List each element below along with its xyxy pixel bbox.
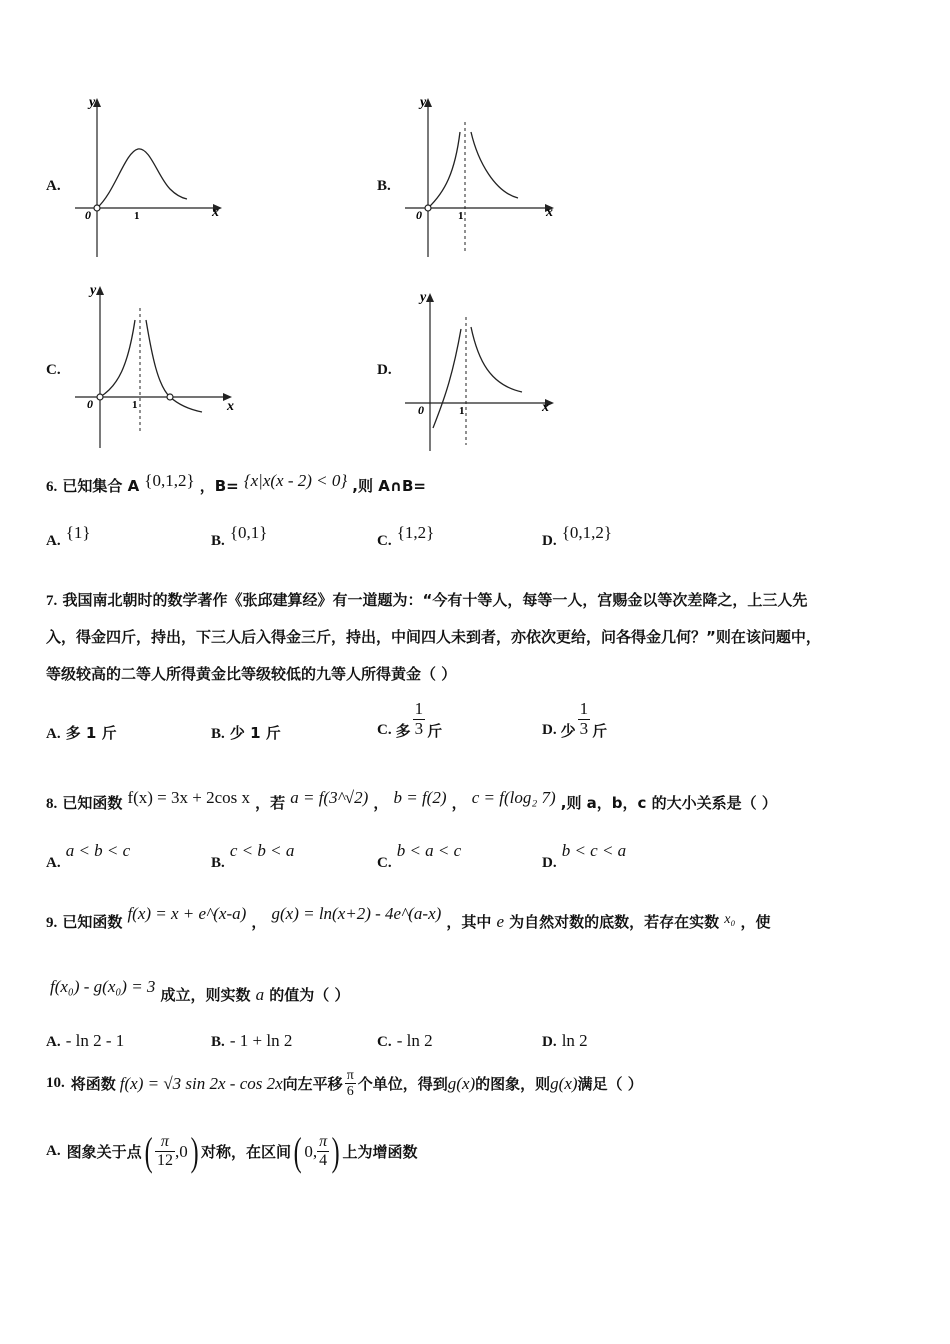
q9-g: g(x) = ln(x+2) - 4e^(a-x) xyxy=(271,904,442,923)
q5-graph-a xyxy=(70,92,230,262)
q7-line-2: 入，得金四斤，持出，下三人后入得金三斤，持出，中间四人未到者，亦依次更给，问各得金几何？”则在该问题中， xyxy=(46,628,821,646)
svg-text:x: x xyxy=(227,399,234,414)
x-label: x xyxy=(212,205,219,220)
q10-function: f(x) = √3 sin 2x - cos 2x xyxy=(119,1073,283,1093)
svg-text:0: 0 xyxy=(416,208,422,222)
q6-number: 6. xyxy=(46,479,58,495)
y-label: y xyxy=(89,95,96,110)
q5-graph-c xyxy=(70,276,240,451)
svg-text:1: 1 xyxy=(458,210,464,222)
svg-text:x: x xyxy=(542,400,549,415)
q8-a-def: a = f(3^√2) xyxy=(290,788,369,807)
q5-graph-d xyxy=(400,285,565,455)
q7-option-c[interactable]: C. 多 $\frac{1}{3}$ 斤 xyxy=(377,699,443,740)
q9-condition: f(x₀) - g(x₀) = 3 xyxy=(50,977,156,996)
q6-option-b[interactable]: B. {0,1} xyxy=(211,523,268,549)
q9-option-c[interactable]: C. - ln 2 xyxy=(377,1031,433,1050)
q10-number: 10. xyxy=(46,1075,65,1092)
open-point xyxy=(94,205,100,211)
q8-option-d[interactable]: D. b < c < a xyxy=(542,841,627,871)
svg-text:0: 0 xyxy=(87,397,93,411)
q9-number: 9. xyxy=(46,915,58,931)
svg-text:x: x xyxy=(546,205,553,220)
q10-stem: 10. 将函数 f(x) = √3 sin 2x - cos 2x 向左平移 $\frac{\pi}{6}$ 个单位，得到 g(x) 的图象，则 g(x) 满足（ ） xyxy=(46,1068,643,1100)
q6-option-a[interactable]: A. {1} xyxy=(46,523,91,549)
q8-c-def: c = f(log₂ 7) xyxy=(471,788,556,807)
q8-number: 8. xyxy=(46,796,58,812)
svg-text:y: y xyxy=(420,95,427,110)
q9-stem-line-1: 9. 已知函数 f(x) = x + e^(x-a) ， g(x) = ln(x+2) - 4e^(a-x) ，其中 e 为自然对数的底数，若存在实数 x₀ ，使 xyxy=(46,904,771,931)
q8-option-b[interactable]: B. c < b < a xyxy=(211,841,295,871)
q7-line-1: 7. 我国南北朝时的数学著作《张邱建算经》有一道题为：“今有十等人，每等一人，宫赐金以等次差降之，上三人先 xyxy=(46,591,808,609)
q8-b-def: b = f(2) xyxy=(393,788,447,807)
q5-option-b-label: B. xyxy=(377,178,391,194)
curve-right xyxy=(471,132,518,198)
svg-text:1: 1 xyxy=(132,399,138,411)
q8-option-a[interactable]: A. a < b < c xyxy=(46,841,131,871)
zero-point xyxy=(167,394,173,400)
q7-number: 7. xyxy=(46,593,58,609)
q7-option-d[interactable]: D. 少 $\frac{1}{3}$ 斤 xyxy=(542,699,608,740)
q7-option-b[interactable]: B. 少 1 斤 xyxy=(211,724,281,742)
q6-stem: 6. 已知集合 A {0,1,2} ，B= {x|x(x - 2) < 0} ,则 A∩B= xyxy=(46,471,426,495)
q9-option-a[interactable]: A. - ln 2 - 1 xyxy=(46,1031,125,1050)
svg-text:y: y xyxy=(90,283,97,298)
q9-f: f(x) = x + e^(x-a) xyxy=(127,904,247,923)
svg-text:y: y xyxy=(420,290,427,305)
paren-right-icon: ) xyxy=(190,1129,199,1174)
q8-stem: 8. 已知函数 f(x) = 3x + 2cos x ，若 a = f(3^√2) ， b = f(2) ， c = f(log₂ 7) ,则 a，b，c 的大小关系是（ ） xyxy=(46,788,777,812)
tick-label: 1 xyxy=(134,210,140,222)
q6-option-c[interactable]: C. {1,2} xyxy=(377,523,435,549)
paren-left-icon: ( xyxy=(293,1129,302,1174)
q8-function: f(x) = 3x + 2cos x xyxy=(127,788,251,807)
q5-option-c-label: C. xyxy=(46,362,61,378)
q10-option-a[interactable]: A. 图象关于点 ( $\frac{\pi}{12}$ ,0 ) 对称，在区间 ( 0, $\frac{\pi}{4}$ ) 上为增函数 xyxy=(46,1129,418,1174)
q7-line-3: 等级较高的二等人所得黄金比等级较低的九等人所得黄金（ ） xyxy=(46,665,457,683)
curve xyxy=(97,149,187,208)
svg-text:0: 0 xyxy=(418,403,424,417)
svg-text:1: 1 xyxy=(459,405,465,417)
q8-option-c[interactable]: C. b < a < c xyxy=(377,841,462,871)
paren-right-icon: ) xyxy=(331,1129,340,1174)
q9-stem-line-2: f(x₀) - g(x₀) = 3 成立，则实数 a 的值为（ ） xyxy=(50,977,350,1004)
curve-left xyxy=(428,132,460,208)
q5-graph-b xyxy=(400,92,565,262)
paren-left-icon: ( xyxy=(144,1129,153,1174)
q9-option-d[interactable]: D. ln 2 xyxy=(542,1031,588,1050)
q5-option-a-label: A. xyxy=(46,178,61,194)
q5-option-d-label: D. xyxy=(377,362,392,378)
q7-option-a[interactable]: A. 多 1 斤 xyxy=(46,724,117,742)
origin-label: 0 xyxy=(85,208,91,222)
q6-option-d[interactable]: D. {0,1,2} xyxy=(542,523,613,549)
q6-set-b: {x|x(x - 2) < 0} xyxy=(243,471,348,490)
q9-option-b[interactable]: B. - 1 + ln 2 xyxy=(211,1031,293,1050)
q6-set-a: {0,1,2} xyxy=(144,471,195,490)
